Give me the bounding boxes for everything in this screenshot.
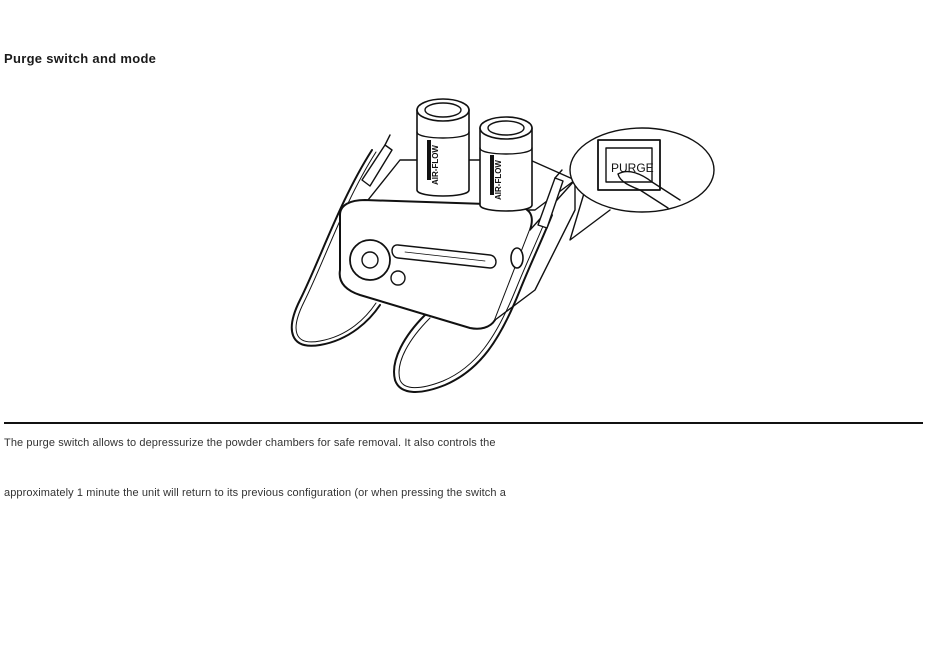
side-knob bbox=[511, 248, 523, 268]
bottle-left-label: AIR-FLOW bbox=[431, 145, 440, 185]
bottle-right-label: AIR-FLOW bbox=[494, 160, 503, 200]
section-divider bbox=[4, 422, 923, 424]
powder-bottle-right bbox=[480, 117, 532, 211]
purge-switch-label: PURGE bbox=[611, 161, 654, 175]
device-illustration bbox=[280, 90, 730, 400]
power-button bbox=[391, 271, 405, 285]
powder-bottle-left bbox=[417, 99, 469, 196]
body-paragraph-2: approximately 1 minute the unit will return to its previous configuration (or when pressing the switch a bbox=[4, 487, 506, 499]
body-paragraph-1: The purge switch allows to depressurize the powder chambers for safe removal. It also controls the bbox=[4, 437, 496, 449]
section-heading: Purge switch and mode bbox=[4, 51, 157, 66]
